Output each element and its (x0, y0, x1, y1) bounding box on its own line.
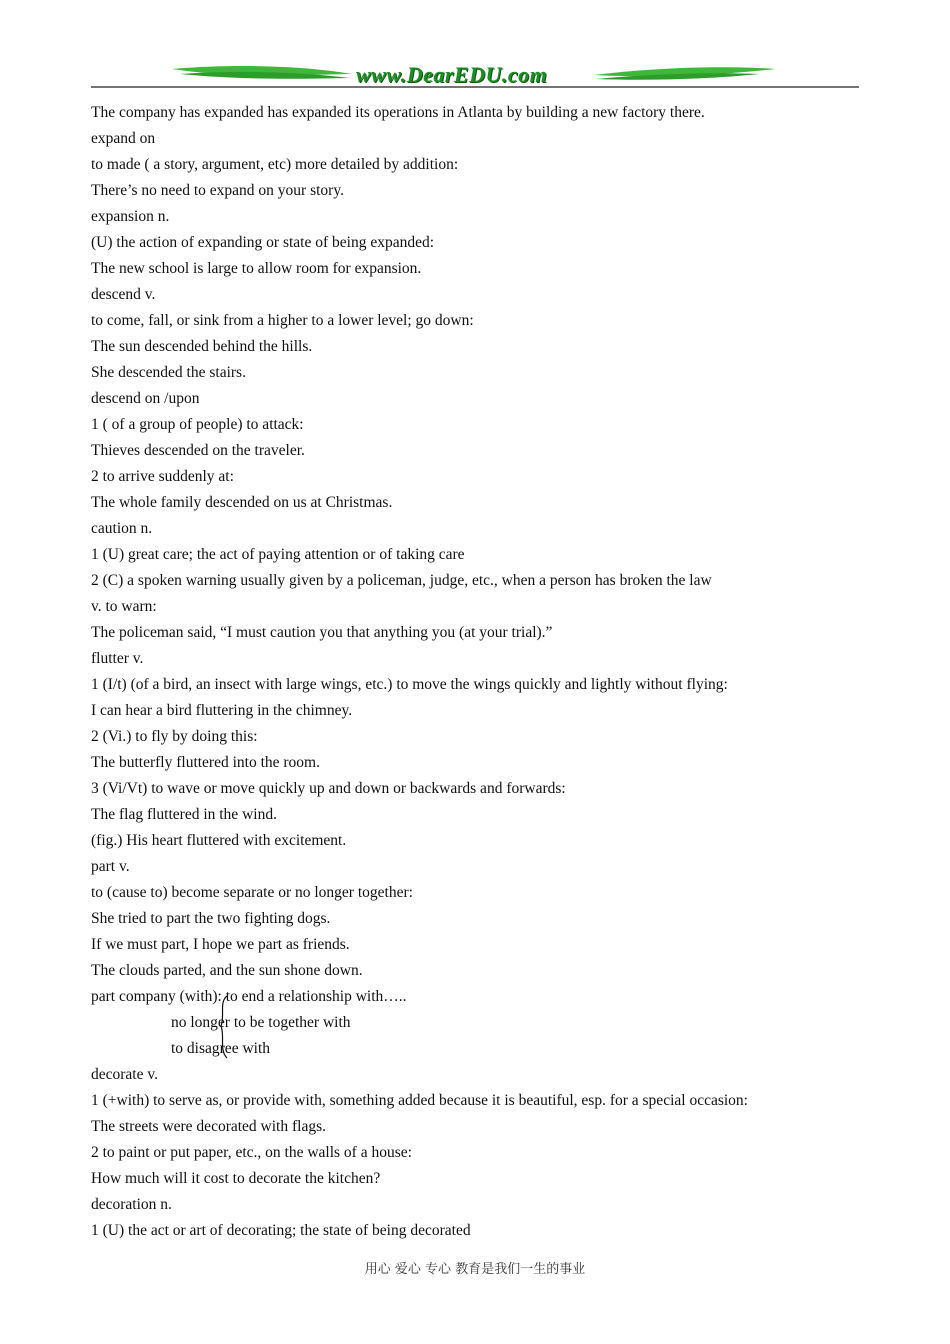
text-line: 1 (U) the act or art of decorating; the state of being decorated (91, 1222, 471, 1239)
text-line: 3 (Vi/Vt) to wave or move quickly up and down or backwards and forwards: (91, 780, 566, 797)
text-line: part company (with): to end a relationship with….. (91, 988, 407, 1005)
text-line: decoration n. (91, 1196, 172, 1213)
text-line: expand on (91, 130, 156, 147)
text-line: 1 (U) great care; the act of paying attention or of taking care (91, 546, 465, 563)
text-line: descend on /upon (91, 390, 200, 407)
text-line: The clouds parted, and the sun shone down. (91, 962, 363, 979)
text-line: The sun descended behind the hills. (91, 338, 313, 355)
text-line: There’s no need to expand on your story. (91, 182, 344, 199)
text-line: (fig.) His heart fluttered with excitement. (91, 832, 347, 849)
text-line: part v. (91, 858, 130, 875)
text-line: 2 to arrive suddenly at: (91, 468, 234, 485)
text-line: 2 to paint or put paper, etc., on the walls of a house: (91, 1144, 412, 1161)
brace-mark (215, 994, 231, 1060)
text-line: I can hear a bird fluttering in the chimney. (91, 702, 353, 719)
text-line: She descended the stairs. (91, 364, 246, 381)
text-line: 2 (C) a spoken warning usually given by a policeman, judge, etc., when a person has broken the law (91, 572, 712, 589)
text-line: The policeman said, “I must caution you that anything you (at your trial).” (91, 624, 553, 641)
text-line: flutter v. (91, 650, 144, 667)
text-line: The flag fluttered in the wind. (91, 806, 277, 823)
text-line: 1 (+with) to serve as, or provide with, something added because it is beautiful, esp. for a special occasion: (91, 1092, 748, 1109)
text-line: decorate v. (91, 1066, 158, 1083)
text-line: caution n. (91, 520, 153, 537)
text-line: The company has expanded has expanded its operations in Atlanta by building a new factory there. (91, 104, 705, 121)
text-line: The butterfly fluttered into the room. (91, 754, 320, 771)
text-line: no longer to be together with (171, 1014, 351, 1031)
text-line: (U) the action of expanding or state of being expanded: (91, 234, 435, 251)
text-line: The whole family descended on us at Christmas. (91, 494, 393, 511)
text-line: If we must part, I hope we part as friends. (91, 936, 350, 953)
header-banner (0, 60, 950, 92)
text-line: 2 (Vi.) to fly by doing this: (91, 728, 258, 745)
text-line: The streets were decorated with flags. (91, 1118, 326, 1135)
text-line: descend v. (91, 286, 156, 303)
document-body (91, 100, 871, 1244)
text-line: Thieves descended on the traveler. (91, 442, 305, 459)
site-logo: www.DearEDU.com (356, 62, 548, 87)
text-line: The new school is large to allow room for expansion. (91, 260, 422, 277)
text-line: to (cause to) become separate or no longer together: (91, 884, 413, 901)
text-line: to disagree with (171, 1040, 271, 1057)
text-line: to made ( a story, argument, etc) more detailed by addition: (91, 156, 459, 173)
text-line: 1 ( of a group of people) to attack: (91, 416, 304, 433)
text-line: She tried to part the two fighting dogs. (91, 910, 331, 927)
page-footer: 用心 爱心 专心 教育是我们一生的事业 (364, 1262, 586, 1277)
text-line: 1 (I/t) (of a bird, an insect with large wings, etc.) to move the wings quickly and lightly without flying: (91, 676, 728, 693)
text-line: How much will it cost to decorate the kitchen? (91, 1170, 381, 1187)
text-line: to come, fall, or sink from a higher to a lower level; go down: (91, 312, 474, 329)
text-line: expansion n. (91, 208, 170, 225)
text-line: v. to warn: (91, 598, 157, 615)
